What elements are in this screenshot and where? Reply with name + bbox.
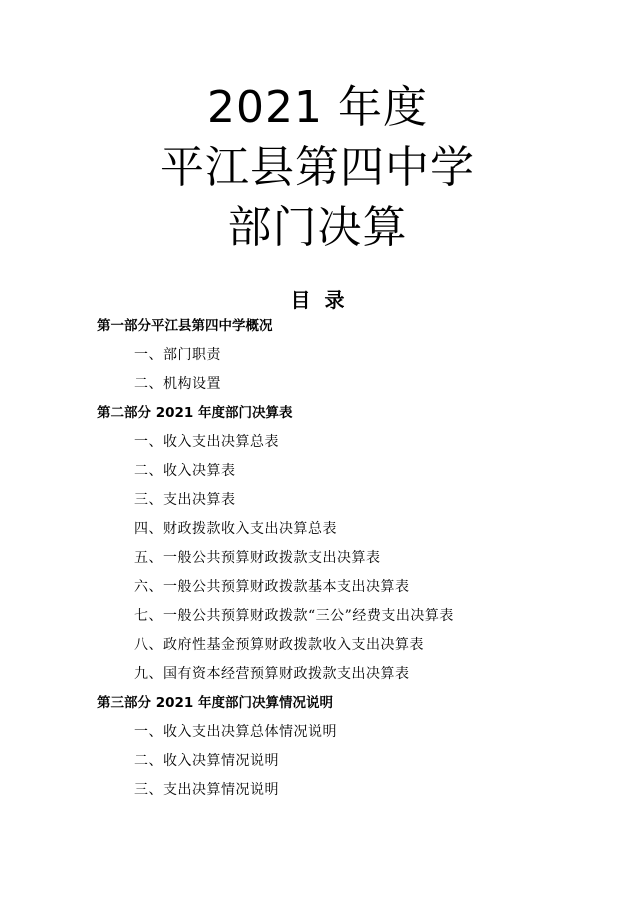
- toc-item: 一、收入支出决算总表: [134, 434, 279, 450]
- toc-item: 一、收入支出决算总体情况说明: [134, 724, 337, 740]
- toc-item: 三、支出决算表: [134, 492, 236, 508]
- toc-item: 六、一般公共预算财政拨款基本支出决算表: [134, 579, 410, 595]
- table-of-contents: [97, 316, 617, 809]
- doc-title: 部门决算: [227, 202, 408, 253]
- toc-item: 五、一般公共预算财政拨款支出决算表: [134, 550, 381, 566]
- org-name: 平江县第四中学: [160, 142, 475, 193]
- toc-heading: 目 录: [290, 288, 345, 312]
- toc-item: 二、收入决算表: [134, 463, 236, 479]
- toc-item: 八、政府性基金预算财政拨款收入支出决算表: [134, 637, 424, 653]
- toc-item: 二、机构设置: [134, 376, 221, 392]
- toc-item: 九、国有资本经营预算财政拨款支出决算表: [134, 666, 410, 682]
- toc-item: 二、收入决算情况说明: [134, 753, 279, 769]
- toc-item: 七、一般公共预算财政拨款“三公”经费支出决算表: [134, 608, 454, 624]
- toc-part-1: 第一部分平江县第四中学概况: [97, 318, 273, 334]
- toc-item: 四、财政拨款收入支出决算总表: [134, 521, 337, 537]
- toc-item: 三、支出决算情况说明: [134, 782, 279, 798]
- toc-part-2: 第二部分 2021 年度部门决算表: [97, 405, 293, 421]
- year-title: 2021 年度: [207, 82, 428, 133]
- toc-part-3: 第三部分 2021 年度部门决算情况说明: [97, 695, 333, 711]
- toc-item: 一、部门职责: [134, 347, 221, 363]
- cover-title: [0, 80, 635, 256]
